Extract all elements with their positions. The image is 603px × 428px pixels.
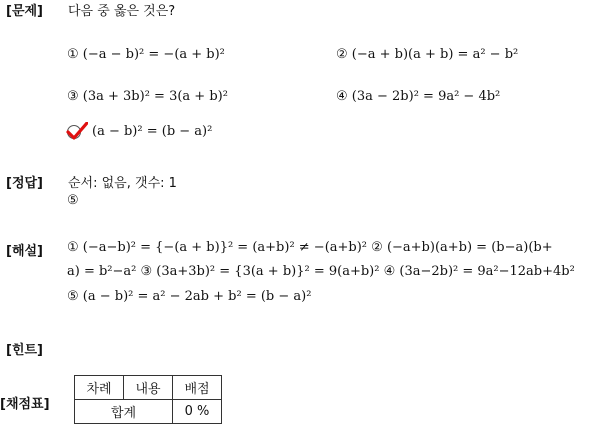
score-header-points: 배점 bbox=[173, 376, 222, 400]
explanation-line-1: ① (−a−b)² = {−(a + b)}² = (a+b)² ≠ −(a+b)² ② (−a+b)(a+b) = (b−a)(b+ bbox=[67, 240, 553, 255]
choice-4[interactable]: ④ (3a − 2b)² = 9a² − 4b² bbox=[336, 89, 501, 104]
explanation-line-2: a) = b²−a² ③ (3a+3b)² = {3(a + b)}² = 9(a+b)² ④ (3a−2b)² = 9a²−12ab+4b² bbox=[67, 264, 575, 279]
explanation-line-3: ⑤ (a − b)² = a² − 2ab + b² = (b − a)² bbox=[67, 289, 312, 304]
score-table-header-row bbox=[75, 376, 222, 400]
score-total-value: 0 % bbox=[173, 400, 222, 424]
score-header-content: 내용 bbox=[124, 376, 173, 400]
check-mark-icon bbox=[68, 123, 87, 138]
choice-2[interactable]: ② (−a + b)(a + b) = a² − b² bbox=[336, 47, 519, 62]
question-label: [문제] bbox=[6, 4, 43, 19]
question-prompt: 다음 중 옳은 것은? bbox=[68, 4, 176, 19]
explanation-label: [해설] bbox=[6, 244, 43, 259]
choice-1[interactable]: ① (−a − b)² = −(a + b)² bbox=[67, 47, 225, 62]
answer-label: [정답] bbox=[6, 176, 43, 191]
answer-meta: 순서: 없음, 갯수: 1 bbox=[68, 176, 177, 191]
choice-3[interactable]: ③ (3a + 3b)² = 3(a + b)² bbox=[67, 89, 228, 104]
score-table bbox=[74, 375, 222, 424]
selected-choice-check-icon bbox=[66, 122, 88, 140]
hint-label: [힌트] bbox=[6, 343, 43, 358]
score-table-total-row bbox=[75, 400, 222, 424]
score-total-label: 합계 bbox=[75, 400, 173, 424]
score-header-order: 차례 bbox=[75, 376, 124, 400]
answer-value: ⑤ bbox=[67, 193, 79, 208]
choice-5[interactable]: (a − b)² = (b − a)² bbox=[92, 124, 213, 139]
scoring-label: [채점표] bbox=[0, 397, 50, 412]
